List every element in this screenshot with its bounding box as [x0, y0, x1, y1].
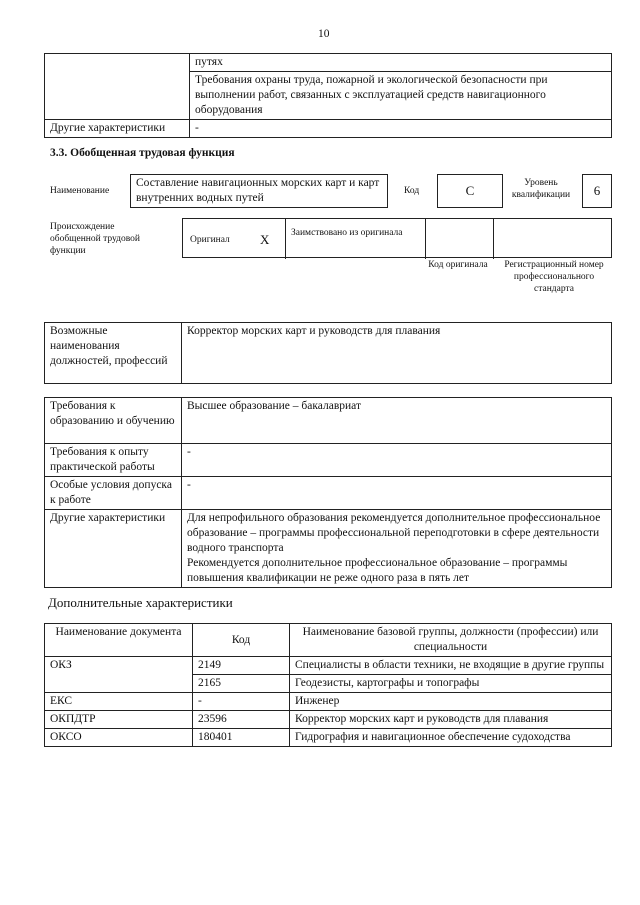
table-row — [45, 323, 612, 384]
divider — [285, 219, 286, 259]
cell-code: 23596 — [193, 711, 290, 729]
cell-name: Гидрография и навигационное обеспечение судоходства — [290, 729, 612, 747]
borrowed-label: Заимствовано из оригинала — [291, 228, 403, 238]
origin-box — [182, 218, 612, 258]
name-value: Составление навигационных морских карт и карт внутренних водных путей — [130, 174, 388, 208]
row-label — [45, 54, 190, 120]
header-doc: Наименование документа — [45, 624, 193, 657]
reg-number-caption: Регистрационный номер профессионального стандарта — [504, 260, 604, 294]
table-row — [45, 444, 612, 477]
header-name: Наименование базовой группы, должности (профессии) или специальности — [290, 624, 612, 657]
table-row — [45, 54, 612, 72]
requirement-label: Особые условия допуска к работе — [45, 477, 182, 510]
cell-name: Специалисты в области техники, не входящие в другие группы — [290, 657, 612, 675]
additional-table — [44, 623, 612, 747]
code-original-caption: Код оригинала — [428, 260, 488, 270]
table-header-row — [45, 624, 612, 657]
additional-title: Дополнительные характеристики — [48, 595, 233, 610]
table-row — [45, 398, 612, 444]
cell-code: 180401 — [193, 729, 290, 747]
header-code: Код — [193, 624, 290, 657]
page-number: 10 — [318, 28, 330, 40]
table-row — [45, 657, 612, 675]
table-row — [45, 693, 612, 711]
original-label: Оригинал — [190, 235, 230, 245]
table-row — [45, 510, 612, 588]
requirement-label: Требования к образованию и обучению — [45, 398, 182, 444]
positions-table — [44, 322, 612, 384]
requirement-value: Высшее образование – бакалавриат — [182, 398, 612, 444]
cell-name: Инженер — [290, 693, 612, 711]
table-row — [45, 729, 612, 747]
level-label: Уровень квалификации — [511, 178, 571, 200]
cell-doc: ОКСО — [45, 729, 193, 747]
divider — [493, 219, 494, 259]
cell-code: 2165 — [193, 675, 290, 693]
table-row — [45, 711, 612, 729]
table-row — [45, 477, 612, 510]
divider — [425, 219, 426, 259]
top-characteristics-table — [44, 53, 612, 138]
row-value: Требования охраны труда, пожарной и экологической безопасности при выполнении работ, связанных с эксплуатацией средств навигационного оборудования — [190, 72, 612, 120]
cell-code: 2149 — [193, 657, 290, 675]
cell-name: Корректор морских карт и руководств для плавания — [290, 711, 612, 729]
requirement-value: - — [182, 444, 612, 477]
cell-doc: ЕКС — [45, 693, 193, 711]
requirements-table — [44, 397, 612, 588]
row-label: Другие характеристики — [45, 120, 190, 138]
positions-value: Корректор морских карт и руководств для плавания — [182, 323, 612, 384]
cell-doc: ОКПДТР — [45, 711, 193, 729]
level-value: 6 — [582, 174, 612, 208]
origin-label: Происхождение обобщенной трудовой функции — [50, 222, 140, 256]
code-value: C — [437, 174, 503, 208]
positions-label: Возможные наименования должностей, профессий — [45, 323, 182, 384]
requirement-label: Требования к опыту практической работы — [45, 444, 182, 477]
code-label: Код — [404, 186, 420, 196]
table-row — [45, 120, 612, 138]
requirement-label: Другие характеристики — [45, 510, 182, 588]
row-value: путях — [190, 54, 612, 72]
original-mark: X — [260, 232, 270, 247]
cell-code: - — [193, 693, 290, 711]
requirement-value: - — [182, 477, 612, 510]
name-label: Наименование — [50, 186, 110, 196]
row-value: - — [190, 120, 612, 138]
requirement-value: Для непрофильного образования рекомендуется дополнительное профессиональное образование – программы профессиональной переподготовки в сфере деятельности водного транспорта Рекомендуется дополнительное профессиональное образование – программы повышения квалификации не реже одного раза в пять лет — [182, 510, 612, 588]
section-title: 3.3. Обобщенная трудовая функция — [50, 147, 235, 159]
cell-doc: ОКЗ — [45, 657, 193, 693]
cell-name: Геодезисты, картографы и топографы — [290, 675, 612, 693]
